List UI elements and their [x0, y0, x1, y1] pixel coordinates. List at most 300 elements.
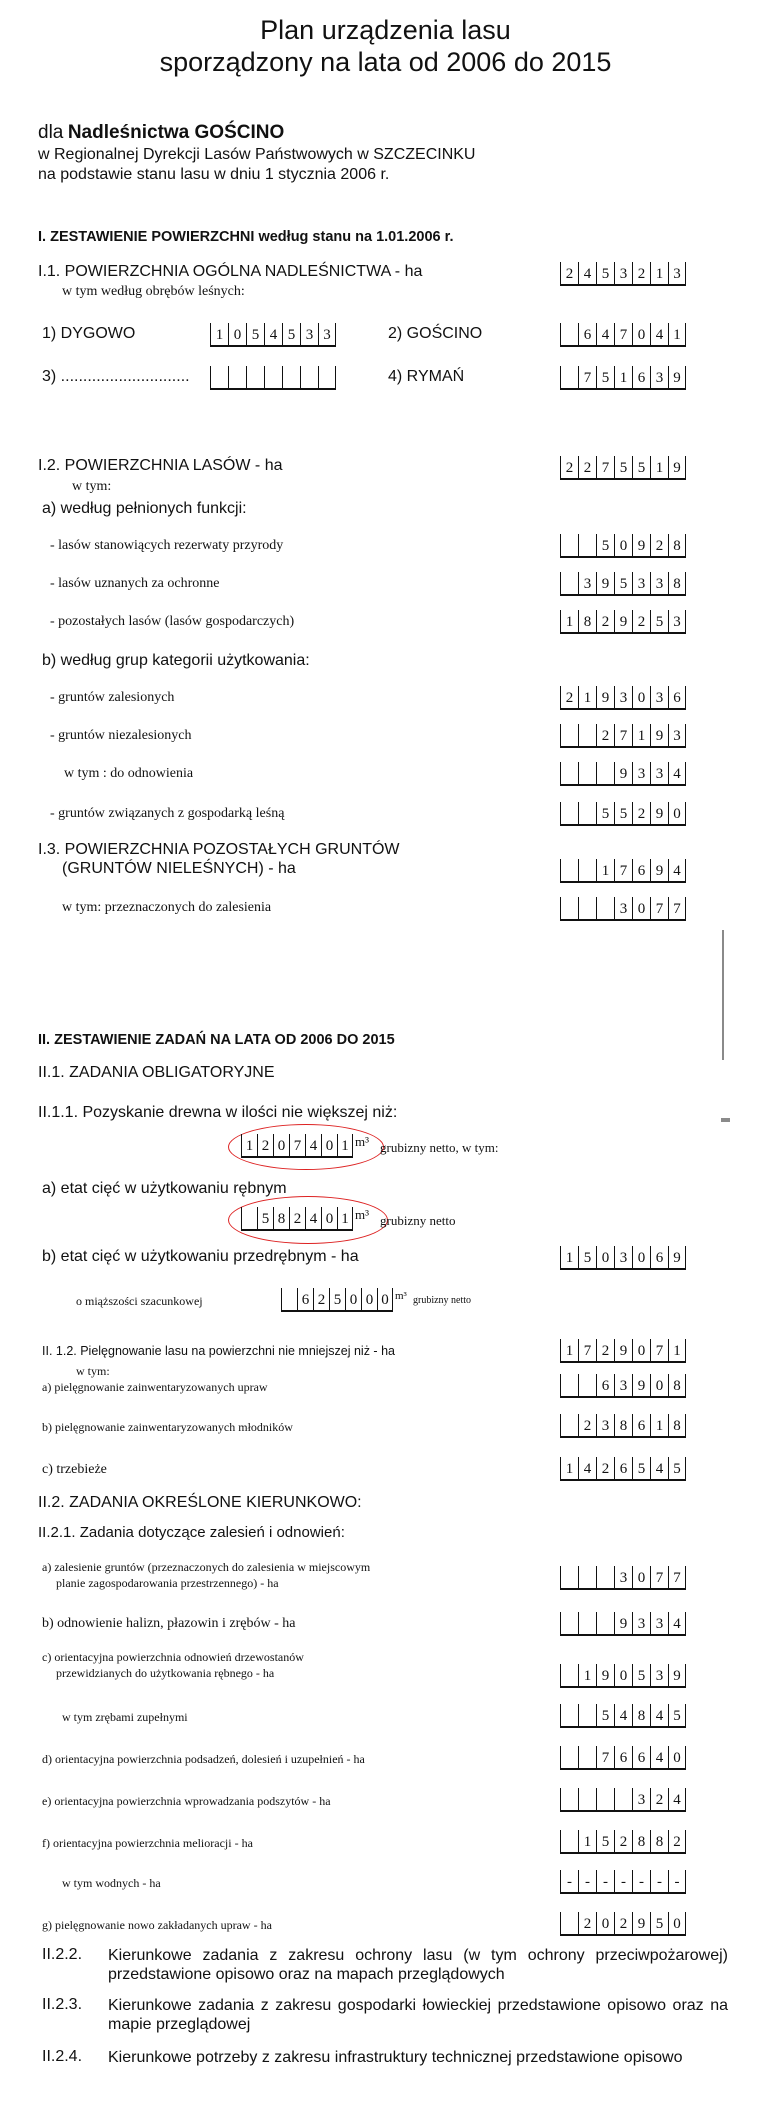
digit-cell: 4: [668, 762, 686, 784]
digit-cell: 7: [614, 724, 632, 746]
zf-label: f) orientacyjna powierzchnia melioracji - ha: [42, 1836, 253, 1850]
digit-cell: 3: [596, 1414, 614, 1436]
digit-cell: -: [578, 1870, 596, 1892]
digit-cell: 5: [614, 456, 632, 478]
digit-cell: 1: [337, 1134, 353, 1156]
digit-cell: 5: [596, 534, 614, 556]
dla-word: dla: [38, 122, 64, 143]
obr4-label: 4) RYMAŃ: [388, 368, 465, 385]
digit-cell: [560, 1912, 578, 1934]
digit-cell: [596, 1788, 614, 1810]
scan-edge-mark: [721, 1118, 730, 1122]
i13-sub-box: [560, 897, 686, 921]
digit-cell: 5: [632, 1664, 650, 1686]
plan-title-line1: Plan urządzenia lasu: [260, 15, 511, 45]
a-label: a) według pełnionych funkcji:: [42, 500, 247, 517]
pozyskanie-box: [241, 1134, 353, 1158]
digit-cell: 2: [578, 1414, 596, 1436]
digit-cell: [300, 366, 318, 388]
digit-cell: 8: [668, 534, 686, 556]
ii22-text: Kierunkowe zadania z zakresu ochrony lasu (w tym ochrony przeciwpożarowej) przedstawione opisowo oraz na mapach przeglądowych: [108, 1947, 728, 1983]
digit-cell: 2: [650, 534, 668, 556]
b2-label: - gruntów niezalesionych: [50, 728, 192, 743]
digit-cell: 6: [650, 1246, 668, 1268]
digit-cell: 4: [650, 1704, 668, 1726]
digit-cell: 9: [596, 1664, 614, 1686]
digit-cell: [246, 366, 264, 388]
miazszosc-grubizny: grubizny netto: [413, 1295, 472, 1306]
digit-cell: 3: [650, 366, 668, 388]
digit-cell: 1: [650, 1414, 668, 1436]
digit-cell: 9: [632, 1374, 650, 1396]
digit-cell: 0: [632, 1566, 650, 1588]
b-label: b) według grup kategorii użytkowania:: [42, 652, 310, 669]
digit-cell: [560, 1788, 578, 1810]
digit-cell: 5: [668, 1704, 686, 1726]
b3-box: [560, 762, 686, 786]
digit-cell: 8: [668, 1414, 686, 1436]
digit-cell: 8: [273, 1207, 289, 1229]
digit-cell: 2: [596, 1339, 614, 1361]
digit-cell: 5: [329, 1288, 345, 1310]
digit-cell: 3: [650, 1612, 668, 1634]
obr1-box: [210, 323, 336, 347]
i12-label: I.2. POWIERZCHNIA LASÓW - ha: [38, 457, 283, 474]
piel-a-box: [560, 1374, 686, 1398]
digit-cell: [560, 802, 578, 824]
i12-wtym: w tym:: [72, 479, 112, 494]
digit-cell: 0: [668, 802, 686, 824]
basis-line: na podstawie stanu lasu w dniu 1 stycznia 2006 r.: [38, 166, 390, 183]
i12-box: [560, 456, 686, 480]
digit-cell: 2: [257, 1134, 273, 1156]
ii22-number: II.2.2.: [42, 1946, 83, 1963]
digit-cell: 4: [650, 1746, 668, 1768]
digit-cell: 4: [668, 1612, 686, 1634]
digit-cell: 4: [578, 262, 596, 284]
digit-cell: 9: [614, 610, 632, 632]
digit-cell: 7: [650, 1339, 668, 1361]
miazszosc-label: o miąższości szacunkowej: [76, 1294, 203, 1308]
digit-cell: 1: [560, 1339, 578, 1361]
digit-cell: [282, 366, 300, 388]
digit-cell: [241, 1207, 257, 1229]
ii112-box: [560, 1339, 686, 1363]
digit-cell: 0: [321, 1207, 337, 1229]
digit-cell: 5: [578, 1246, 596, 1268]
digit-cell: 2: [632, 262, 650, 284]
digit-cell: [578, 1788, 596, 1810]
digit-cell: 2: [578, 1912, 596, 1934]
digit-cell: [596, 1566, 614, 1588]
piel-b-box: [560, 1414, 686, 1438]
digit-cell: 0: [668, 1746, 686, 1768]
etat-rebny-grubizny: grubizny netto: [380, 1213, 456, 1228]
i11-total-box: [560, 262, 686, 286]
digit-cell: 2: [596, 610, 614, 632]
ii2-heading: II.2. ZADANIA OKREŚLONE KIERUNKOWO:: [38, 1494, 362, 1511]
digit-cell: 0: [632, 1246, 650, 1268]
ii24-text: Kierunkowe potrzeby z zakresu infrastruktury technicznej przedstawione opisowo: [108, 2049, 683, 2066]
digit-cell: [560, 1704, 578, 1726]
b1-box: [560, 686, 686, 710]
digit-cell: 2: [560, 456, 578, 478]
ii112-heading: II. 1.2. Pielęgnowanie lasu na powierzchni nie mniejszej niż - ha: [42, 1344, 395, 1358]
digit-cell: 3: [578, 572, 596, 594]
digit-cell: 1: [337, 1207, 353, 1229]
digit-cell: 5: [668, 1457, 686, 1479]
digit-cell: 6: [614, 1746, 632, 1768]
digit-cell: [596, 1612, 614, 1634]
digit-cell: [560, 323, 578, 345]
digit-cell: -: [596, 1870, 614, 1892]
za-box: [560, 1566, 686, 1590]
i13-label-2: (GRUNTÓW NIELEŚNYCH) - ha: [62, 860, 296, 877]
digit-cell: 5: [596, 366, 614, 388]
digit-cell: 1: [560, 1246, 578, 1268]
digit-cell: 0: [361, 1288, 377, 1310]
nadlesnictwo-line: [38, 122, 284, 144]
digit-cell: 8: [668, 1374, 686, 1396]
digit-cell: [281, 1288, 297, 1310]
digit-cell: 0: [273, 1134, 289, 1156]
digit-cell: 0: [632, 897, 650, 919]
digit-cell: [578, 897, 596, 919]
digit-cell: -: [560, 1870, 578, 1892]
digit-cell: 8: [632, 1704, 650, 1726]
miazszosc-unit: m³: [395, 1290, 407, 1302]
digit-cell: [560, 1664, 578, 1686]
zf-sub-label: w tym wodnych - ha: [62, 1876, 161, 1890]
digit-cell: 2: [614, 1912, 632, 1934]
digit-cell: 3: [650, 686, 668, 708]
scan-edge-line: [722, 930, 724, 1060]
digit-cell: 1: [650, 456, 668, 478]
rdlp-line: w Regionalnej Dyrekcji Lasów Państwowych w SZCZECINKU: [38, 146, 476, 163]
digit-cell: 3: [650, 572, 668, 594]
zg-box: [560, 1912, 686, 1936]
digit-cell: 3: [632, 1788, 650, 1810]
digit-cell: 7: [650, 897, 668, 919]
digit-cell: 9: [596, 572, 614, 594]
ii111-heading: II.1.1. Pozyskanie drewna w ilości nie większej niż:: [38, 1104, 398, 1121]
digit-cell: 6: [297, 1288, 313, 1310]
ii21-heading: II.2.1. Zadania dotyczące zalesień i odnowień:: [38, 1524, 345, 1541]
etat-przedrebny-box: [560, 1246, 686, 1270]
digit-cell: [578, 802, 596, 824]
digit-cell: 0: [632, 1339, 650, 1361]
digit-cell: 5: [614, 572, 632, 594]
etat-rebny-label: a) etat cięć w użytkowaniu rębnym: [42, 1180, 287, 1197]
digit-cell: 2: [632, 802, 650, 824]
digit-cell: 6: [668, 686, 686, 708]
digit-cell: [560, 1374, 578, 1396]
digit-cell: -: [614, 1870, 632, 1892]
piel-c-box: [560, 1457, 686, 1481]
digit-cell: [596, 762, 614, 784]
digit-cell: 4: [264, 323, 282, 345]
etat-przedrebny-label: b) etat cięć w użytkowaniu przedrębnym - ha: [42, 1248, 359, 1265]
zf-sub-box: [560, 1870, 686, 1894]
digit-cell: 8: [650, 1830, 668, 1852]
digit-cell: 1: [210, 323, 228, 345]
digit-cell: 7: [668, 1566, 686, 1588]
digit-cell: 1: [578, 686, 596, 708]
obr2-box: [560, 323, 686, 347]
digit-cell: 0: [632, 323, 650, 345]
digit-cell: 7: [289, 1134, 305, 1156]
digit-cell: 9: [614, 1339, 632, 1361]
ii112-wtym: w tym:: [76, 1364, 110, 1378]
digit-cell: 5: [650, 1912, 668, 1934]
digit-cell: [578, 534, 596, 556]
digit-cell: 0: [668, 1912, 686, 1934]
digit-cell: 9: [596, 686, 614, 708]
digit-cell: 1: [560, 1457, 578, 1479]
digit-cell: 5: [257, 1207, 273, 1229]
zb-box: [560, 1612, 686, 1636]
digit-cell: 7: [578, 366, 596, 388]
ii23-number: II.2.3.: [42, 1996, 83, 2013]
digit-cell: 5: [246, 323, 264, 345]
a1-label: - lasów stanowiących rezerwaty przyrody: [50, 538, 284, 553]
i11-sub: w tym według obrębów leśnych:: [62, 284, 245, 299]
digit-cell: 9: [632, 1912, 650, 1934]
digit-cell: 4: [668, 1788, 686, 1810]
digit-cell: 1: [632, 724, 650, 746]
digit-cell: [578, 1612, 596, 1634]
digit-cell: [578, 1746, 596, 1768]
a2-label: - lasów uznanych za ochronne: [50, 576, 220, 591]
zg-label: g) pielęgnowanie nowo zakładanych upraw - ha: [42, 1918, 272, 1932]
digit-cell: 2: [668, 1830, 686, 1852]
digit-cell: [560, 534, 578, 556]
za-label-2: planie zagospodarowania przestrzennego) - ha: [56, 1576, 279, 1590]
pozyskanie-unit: m³: [355, 1134, 370, 1149]
digit-cell: 7: [596, 1746, 614, 1768]
a2-box: [560, 572, 686, 596]
digit-cell: 5: [596, 1704, 614, 1726]
zc-sub-label: w tym zrębami zupełnymi: [62, 1710, 188, 1724]
digit-cell: [614, 1788, 632, 1810]
section-1-heading: I. ZESTAWIENIE POWIERZCHNI według stanu na 1.01.2006 r.: [38, 229, 454, 245]
digit-cell: [560, 1414, 578, 1436]
i13-label-1: I.3. POWIERZCHNIA POZOSTAŁYCH GRUNTÓW: [38, 841, 400, 858]
digit-cell: 0: [614, 1664, 632, 1686]
digit-cell: 3: [614, 897, 632, 919]
digit-cell: 6: [614, 1457, 632, 1479]
digit-cell: [210, 366, 228, 388]
digit-cell: 3: [650, 762, 668, 784]
digit-cell: 3: [614, 1246, 632, 1268]
digit-cell: 5: [650, 610, 668, 632]
digit-cell: 3: [650, 1664, 668, 1686]
b3-label: w tym : do odnowienia: [64, 766, 194, 781]
digit-cell: 2: [560, 262, 578, 284]
digit-cell: 7: [596, 456, 614, 478]
digit-cell: 2: [650, 1788, 668, 1810]
digit-cell: [596, 897, 614, 919]
piel-c-label: c) trzebieże: [42, 1462, 107, 1477]
i11-label: I.1. POWIERZCHNIA OGÓLNA NADLEŚNICTWA - ha: [38, 263, 423, 280]
digit-cell: 4: [305, 1207, 321, 1229]
digit-cell: 3: [318, 323, 336, 345]
miazszosc-box: [281, 1288, 393, 1312]
digit-cell: 6: [632, 366, 650, 388]
digit-cell: 4: [305, 1134, 321, 1156]
etat-rebny-box: [241, 1207, 353, 1231]
digit-cell: 9: [650, 724, 668, 746]
ii23-text: Kierunkowe zadania z zakresu gospodarki łowieckiej przedstawione opisowo oraz na mapie przeglądowej: [108, 1997, 728, 2033]
digit-cell: -: [650, 1870, 668, 1892]
obr3-label: 3) .............................: [42, 368, 190, 385]
digit-cell: 9: [614, 762, 632, 784]
zc-sub-box: [560, 1704, 686, 1728]
digit-cell: 3: [614, 1566, 632, 1588]
a3-label: - pozostałych lasów (lasów gospodarczych): [50, 614, 295, 629]
digit-cell: [560, 859, 578, 881]
digit-cell: 1: [596, 859, 614, 881]
b1-label: - gruntów zalesionych: [50, 690, 175, 705]
digit-cell: 0: [228, 323, 246, 345]
digit-cell: 0: [596, 1246, 614, 1268]
obr2-label: 2) GOŚCINO: [388, 325, 483, 342]
digit-cell: 2: [289, 1207, 305, 1229]
digit-cell: 1: [578, 1664, 596, 1686]
digit-cell: -: [632, 1870, 650, 1892]
b4-label: - gruntów związanych z gospodarką leśną: [50, 806, 285, 821]
digit-cell: 8: [578, 610, 596, 632]
piel-a-label: a) pielęgnowanie zainwentaryzowanych upraw: [42, 1380, 268, 1394]
digit-cell: 0: [321, 1134, 337, 1156]
zd-box: [560, 1746, 686, 1770]
digit-cell: 3: [668, 610, 686, 632]
digit-cell: [560, 1746, 578, 1768]
digit-cell: 0: [632, 686, 650, 708]
obr4-box: [560, 366, 686, 390]
ii1-heading: II.1. ZADANIA OBLIGATORYJNE: [38, 1064, 275, 1081]
digit-cell: 3: [668, 262, 686, 284]
digit-cell: 6: [578, 323, 596, 345]
digit-cell: 1: [614, 366, 632, 388]
digit-cell: 2: [596, 724, 614, 746]
digit-cell: 0: [614, 534, 632, 556]
digit-cell: [560, 366, 578, 388]
digit-cell: [578, 859, 596, 881]
digit-cell: 2: [614, 1830, 632, 1852]
digit-cell: [578, 762, 596, 784]
digit-cell: 2: [632, 610, 650, 632]
digit-cell: 9: [650, 802, 668, 824]
zd-label: d) orientacyjna powierzchnia podsadzeń, dolesień i uzupełnień - ha: [42, 1752, 365, 1766]
digit-cell: 2: [578, 456, 596, 478]
zc-label-1: c) orientacyjna powierzchnia odnowień drzewostanów: [42, 1650, 304, 1664]
b2-box: [560, 724, 686, 748]
digit-cell: 6: [632, 859, 650, 881]
digit-cell: 2: [313, 1288, 329, 1310]
digit-cell: [560, 724, 578, 746]
za-label-1: a) zalesienie gruntów (przeznaczonych do zalesienia w miejscowym: [42, 1560, 371, 1574]
digit-cell: 7: [668, 897, 686, 919]
digit-cell: [578, 724, 596, 746]
digit-cell: [578, 1566, 596, 1588]
digit-cell: 0: [596, 1912, 614, 1934]
digit-cell: 3: [632, 762, 650, 784]
digit-cell: 9: [668, 1246, 686, 1268]
zb-label: b) odnowienie halizn, płazowin i zrębów - ha: [42, 1616, 296, 1631]
digit-cell: [578, 1704, 596, 1726]
digit-cell: 7: [650, 1566, 668, 1588]
digit-cell: [560, 1566, 578, 1588]
b4-box: [560, 802, 686, 826]
digit-cell: 6: [596, 1374, 614, 1396]
piel-b-label: b) pielęgnowanie zainwentaryzowanych młodników: [42, 1420, 293, 1434]
digit-cell: [318, 366, 336, 388]
digit-cell: 1: [650, 262, 668, 284]
zc-box: [560, 1664, 686, 1688]
digit-cell: 8: [632, 1830, 650, 1852]
digit-cell: 5: [632, 456, 650, 478]
digit-cell: 3: [300, 323, 318, 345]
digit-cell: 1: [668, 323, 686, 345]
digit-cell: -: [668, 1870, 686, 1892]
digit-cell: 2: [596, 1457, 614, 1479]
ze-box: [560, 1788, 686, 1812]
digit-cell: 1: [560, 610, 578, 632]
a3-box: [560, 610, 686, 634]
digit-cell: [560, 762, 578, 784]
zc-label-2: przewidzianych do użytkowania rębnego - ha: [56, 1666, 275, 1680]
pozyskanie-grubizny: grubizny netto, w tym:: [380, 1140, 499, 1155]
digit-cell: 9: [632, 534, 650, 556]
digit-cell: 3: [614, 262, 632, 284]
digit-cell: 4: [578, 1457, 596, 1479]
digit-cell: [560, 572, 578, 594]
digit-cell: 3: [632, 572, 650, 594]
ii24-number: II.2.4.: [42, 2048, 83, 2065]
digit-cell: 9: [668, 366, 686, 388]
a1-box: [560, 534, 686, 558]
digit-cell: 3: [668, 724, 686, 746]
digit-cell: 5: [596, 802, 614, 824]
digit-cell: 4: [614, 1704, 632, 1726]
digit-cell: [560, 897, 578, 919]
obr3-box: [210, 366, 336, 390]
digit-cell: 5: [596, 262, 614, 284]
digit-cell: 4: [668, 859, 686, 881]
digit-cell: 0: [650, 1374, 668, 1396]
digit-cell: 5: [632, 1457, 650, 1479]
digit-cell: 7: [578, 1339, 596, 1361]
digit-cell: 1: [241, 1134, 257, 1156]
digit-cell: 4: [650, 1457, 668, 1479]
digit-cell: [264, 366, 282, 388]
digit-cell: 3: [614, 1374, 632, 1396]
digit-cell: 3: [614, 686, 632, 708]
digit-cell: 7: [614, 859, 632, 881]
digit-cell: 9: [668, 456, 686, 478]
etat-rebny-unit: m³: [355, 1207, 370, 1222]
i13-box: [560, 859, 686, 883]
digit-cell: 6: [632, 1746, 650, 1768]
ze-label: e) orientacyjna powierzchnia wprowadzania podszytów - ha: [42, 1794, 331, 1808]
digit-cell: 7: [614, 323, 632, 345]
digit-cell: [228, 366, 246, 388]
digit-cell: [560, 1830, 578, 1852]
digit-cell: [578, 1374, 596, 1396]
digit-cell: 0: [345, 1288, 361, 1310]
digit-cell: 8: [668, 572, 686, 594]
